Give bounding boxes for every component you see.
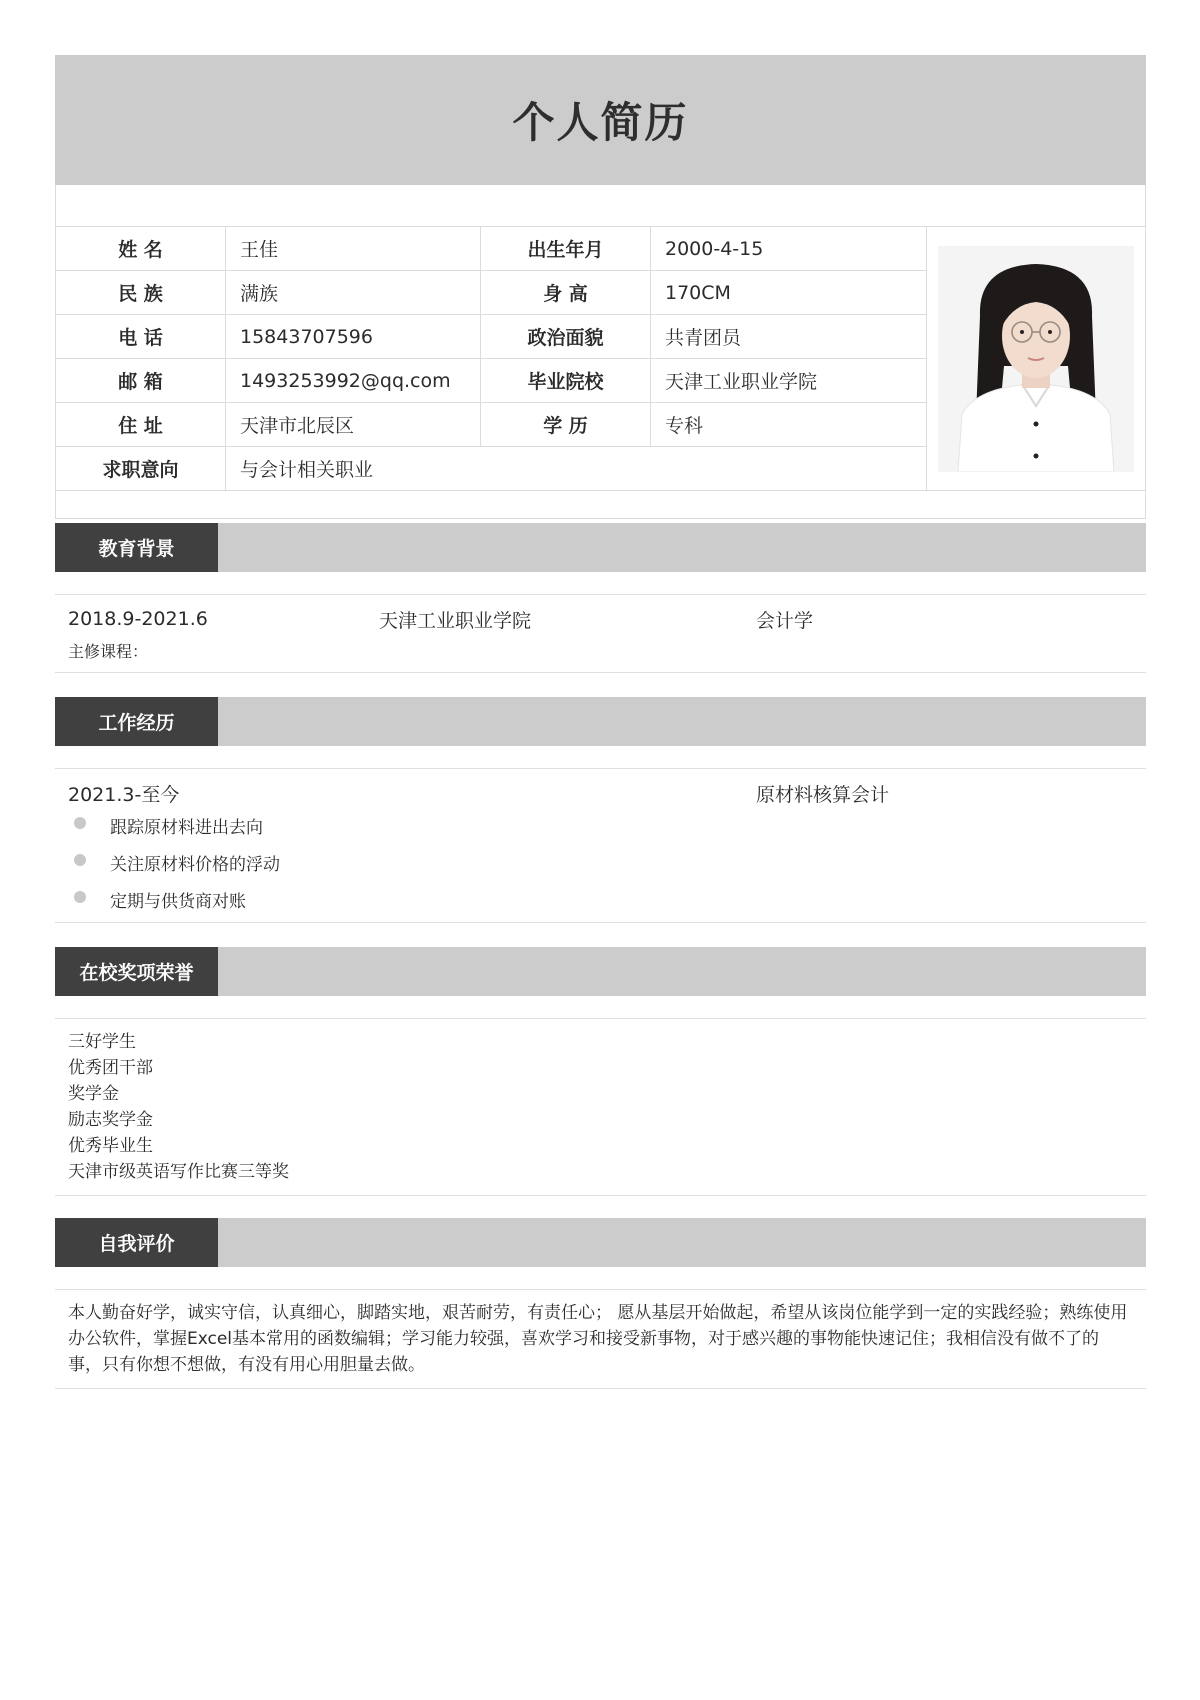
award-item: 三好学生 xyxy=(68,1032,136,1052)
height-value: 170CM xyxy=(665,281,731,304)
personal-info-table xyxy=(56,227,927,490)
info-row-address xyxy=(56,403,926,447)
email-label: 邮 箱 xyxy=(56,359,226,402)
personal-info-grid xyxy=(56,227,1145,490)
info-bottom-spacer xyxy=(56,490,1145,518)
profile-photo xyxy=(938,246,1134,472)
name-value: 王佳 xyxy=(226,227,481,270)
address-value: 天津市北辰区 xyxy=(226,403,481,446)
education-body xyxy=(55,594,1146,673)
objective-value: 与会计相关职业 xyxy=(240,459,374,481)
education-school: 天津工业职业学院 xyxy=(379,609,532,632)
award-item: 励志奖学金 xyxy=(68,1110,153,1130)
political-label: 政治面貌 xyxy=(481,315,651,358)
info-top-spacer xyxy=(56,185,1145,227)
bullet-dot-icon xyxy=(74,854,86,866)
photo-cell xyxy=(927,227,1145,490)
objective-label: 求职意向 xyxy=(56,447,226,490)
education-period: 2018.9-2021.6 xyxy=(68,608,208,630)
birth-label: 出生年月 xyxy=(481,227,651,270)
degree-label: 学 历 xyxy=(481,403,651,446)
duty-text: 关注原材料价格的浮动 xyxy=(110,855,280,875)
ethnicity-value: 满族 xyxy=(226,271,481,314)
duty-text: 定期与供货商对账 xyxy=(110,892,246,912)
awards-body xyxy=(55,1018,1146,1196)
email-value: 1493253992@qq.com xyxy=(226,359,481,402)
work-heading: 工作经历 xyxy=(55,697,218,746)
resume-page xyxy=(55,55,1146,1389)
school-label: 毕业院校 xyxy=(481,359,651,402)
self-eval-header xyxy=(55,1218,1146,1267)
self-eval-heading: 自我评价 xyxy=(55,1218,218,1267)
award-item: 天津市级英语写作比赛三等奖 xyxy=(68,1162,289,1182)
award-item: 优秀团干部 xyxy=(68,1058,153,1078)
info-row-objective xyxy=(56,447,926,490)
work-header xyxy=(55,697,1146,746)
name-label: 姓 名 xyxy=(56,227,226,270)
address-label: 住 址 xyxy=(56,403,226,446)
political-value: 共青团员 xyxy=(665,327,742,349)
bullet-dot-icon xyxy=(74,817,86,829)
education-header xyxy=(55,523,1146,572)
list-item xyxy=(68,844,1133,881)
award-item: 奖学金 xyxy=(68,1084,119,1104)
list-item xyxy=(68,881,1133,918)
info-row-name xyxy=(56,227,926,271)
info-row-phone xyxy=(56,315,926,359)
info-row-ethnicity xyxy=(56,271,926,315)
page-title: 个人简历 xyxy=(512,98,689,147)
work-entry xyxy=(68,779,1133,807)
birth-value: 2000-4-15 xyxy=(665,237,764,260)
list-item xyxy=(68,807,1133,844)
phone-value: 15843707596 xyxy=(226,315,481,358)
education-heading: 教育背景 xyxy=(55,523,218,572)
award-item: 优秀毕业生 xyxy=(68,1136,153,1156)
info-row-email xyxy=(56,359,926,403)
degree-value: 专科 xyxy=(665,415,704,437)
self-eval-text: 本人勤奋好学，诚实守信，认真细心，脚踏实地，艰苦耐劳，有责任心； 愿从基层开始做起，希望从该岗位能学到一定的实践经验；熟练使用办公软件，掌握Excel基本常用的函数编辑；学习能力较强，喜欢学习和接受新事物，对于感兴趣的事物能快速记住；我相信没有做不了的事，只有你想不想做，有没有用心用胆量去做。 xyxy=(68,1303,1128,1375)
personal-info-box xyxy=(55,185,1146,519)
awards-header xyxy=(55,947,1146,996)
title-banner xyxy=(55,55,1146,185)
courses-label: 主修课程： xyxy=(68,642,149,661)
education-major: 会计学 xyxy=(756,609,814,632)
bullet-dot-icon xyxy=(74,891,86,903)
ethnicity-label: 民 族 xyxy=(56,271,226,314)
awards-heading: 在校奖项荣誉 xyxy=(55,947,218,996)
self-eval-body xyxy=(55,1289,1146,1389)
height-label: 身 高 xyxy=(481,271,651,314)
education-entry xyxy=(68,605,1133,633)
work-body xyxy=(55,768,1146,923)
work-position: 原材料核算会计 xyxy=(756,783,890,806)
school-value: 天津工业职业学院 xyxy=(665,371,818,393)
work-period: 2021.3-至今 xyxy=(68,783,180,806)
duty-text: 跟踪原材料进出去向 xyxy=(110,818,263,838)
phone-label: 电 话 xyxy=(56,315,226,358)
